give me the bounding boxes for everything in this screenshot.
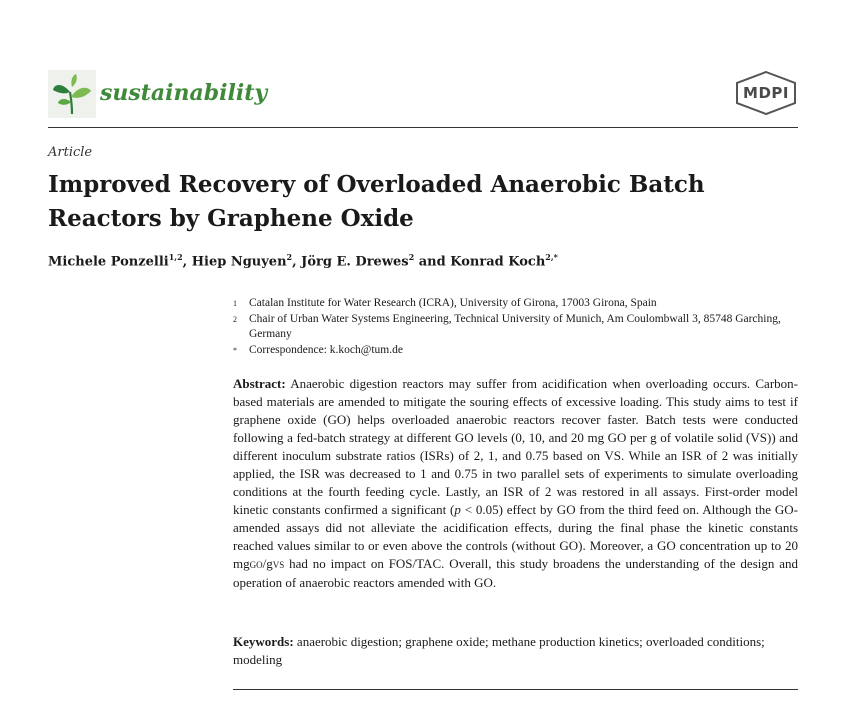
sprout-leaves-icon	[48, 70, 96, 118]
article-type: Article	[48, 145, 93, 160]
affiliation-text: Chair of Urban Water Systems Engineering, Technical University of Munich, Am Coulombwall 3, 85748 Garching, Germany	[249, 312, 781, 340]
unit-g: g	[266, 556, 273, 571]
journal-name[interactable]: sustainability	[100, 80, 268, 106]
author-affiliation-mark: 2	[286, 252, 293, 262]
journal-header	[48, 68, 798, 126]
unit-subscript: VS	[272, 560, 285, 570]
affiliation-number: 1	[233, 299, 237, 308]
affiliations	[233, 296, 798, 358]
unit-slash: /	[262, 556, 267, 571]
author-name[interactable]: Konrad Koch	[450, 254, 546, 270]
affiliation-item	[233, 343, 798, 359]
affiliation-number: *	[233, 345, 237, 355]
abstract-text: Anaerobic digestion reactors may suffer from acidification when overloading occurs. Carbon-based materials are amended to mitigate the souring effects of excessive loading. This study aims to test if graphene oxide (GO) helps overloaded anaerobic reactors recover faster. Batch tests were conducted following a fed-batch strategy at different GO levels (0, 10, and 20 mg GO per g of volatile solid (VS)) and different inoculum substrate ratios (ISRs) of 2, 1, and 0.75 based on VS. While an ISR of 2 was initially applied, the ISR was decreased to 1 and 0.75 in two parallel sets of experiments to simulate overloading conditions at the fourth feeding cycle. Lastly, an ISR of 2 was restored in all assays. First-order model kinetic constants confirmed a significant (	[233, 376, 798, 517]
abstract-text: < 0.05) effect by GO from the third feed on. Although the GO-amended assays did not alleviate the acidification effects, during the final phase the kinetic constants reached values similar to or even above the controls (without GO). Moreover, a GO concentration up to 20 mg	[233, 502, 798, 571]
author-separator-and: and	[414, 254, 451, 270]
author-separator: ,	[182, 254, 192, 270]
abstract-text: had no impact on FOS/TAC. Overall, this study broadens the understanding of the design and operation of anaerobic reactors amended with GO.	[233, 556, 798, 590]
author-name[interactable]: Jörg E. Drewes	[301, 254, 409, 270]
author-affiliation-mark: 1,2	[168, 252, 183, 262]
keywords-label: Keywords:	[233, 634, 294, 649]
author-affiliation-mark: 2,*	[545, 252, 558, 262]
author-separator: ,	[292, 254, 302, 270]
publisher-name: MDPI	[743, 84, 789, 102]
keywords	[233, 633, 798, 669]
article-title: Improved Recovery of Overloaded Anaerobic Batch Reactors by Graphene Oxide	[48, 171, 705, 232]
header-divider	[48, 127, 798, 128]
section-divider	[233, 689, 798, 690]
affiliation-item	[233, 312, 798, 343]
correspondence-text[interactable]: Correspondence: k.koch@tum.de	[249, 343, 403, 356]
keywords-text: anaerobic digestion; graphene oxide; methane production kinetics; overloaded conditions; modeling	[233, 634, 765, 667]
author-name[interactable]: Michele Ponzelli	[48, 254, 169, 270]
abstract	[233, 375, 798, 592]
author-list	[48, 252, 558, 269]
affiliation-number: 2	[233, 314, 237, 324]
affiliation-text: Catalan Institute for Water Research (ICRA), University of Girona, 17003 Girona, Spain	[249, 297, 657, 309]
unit-subscript: GO	[249, 560, 263, 570]
p-value-symbol: p	[454, 502, 461, 517]
author-name[interactable]: Hiep Nguyen	[191, 254, 287, 270]
journal-logo	[48, 70, 96, 118]
affiliation-item	[233, 296, 798, 312]
mdpi-logo-icon[interactable]	[734, 70, 798, 116]
author-affiliation-mark: 2	[408, 252, 415, 262]
abstract-label: Abstract:	[233, 376, 286, 391]
